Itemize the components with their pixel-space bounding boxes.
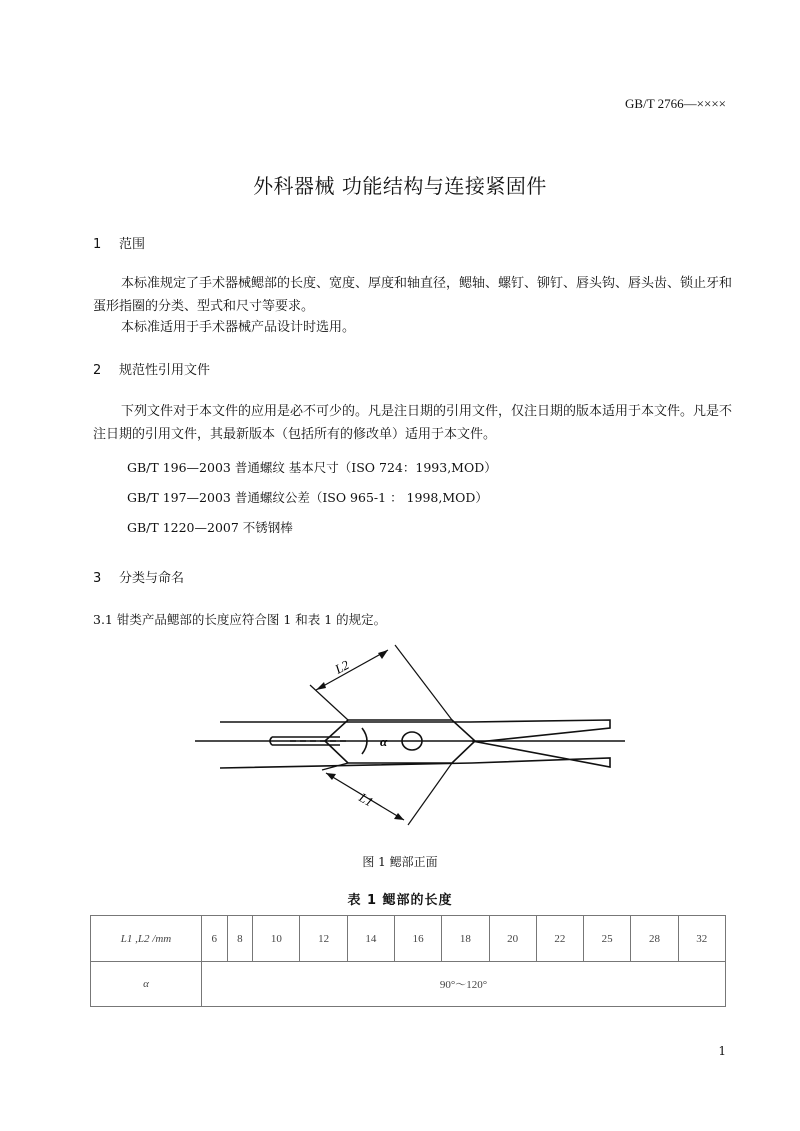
scope-paragraph-1: 本标准规定了手术器械鳃部的长度、宽度、厚度和轴直径，鳃轴、螺钉、铆钉、唇头钩、唇头齿、锁止牙和蛋形指圈的分类、型式和尺寸等要求。 — [93, 276, 733, 314]
reference-item: GB/T 196—2003 普通螺纹 基本尺寸（ISO 724：1993,MOD） — [127, 460, 497, 475]
l2-dimension-line — [316, 650, 388, 690]
table-cell: 25 — [584, 916, 631, 962]
standard-code: GB/T 2766—×××× — [625, 96, 726, 111]
table-row-header: α — [91, 962, 202, 1007]
table-cell: 6 — [202, 916, 228, 962]
section-number: 2 — [93, 363, 102, 378]
section-title: 规范性引用文件 — [119, 363, 211, 378]
table-cell: 16 — [394, 916, 441, 962]
page-number: 1 — [718, 1044, 726, 1058]
document-title: 外科器械 功能结构与连接紧固件 — [253, 174, 547, 198]
table-cell: 10 — [253, 916, 300, 962]
table-cell: 14 — [347, 916, 394, 962]
table-row — [91, 962, 726, 1007]
section-2-heading — [93, 359, 210, 378]
section-title: 分类与命名 — [119, 571, 185, 586]
section-1-heading — [93, 233, 145, 252]
reference-item: GB/T 1220—2007 不锈钢棒 — [127, 520, 293, 535]
table-cell: 32 — [678, 916, 725, 962]
table-row — [91, 916, 726, 962]
scope-paragraph-2: 本标准适用于手术器械产品设计时选用。 — [121, 320, 356, 335]
table-cell: 90°～120° — [202, 962, 726, 1007]
l1-label: L1 — [356, 789, 376, 810]
section-title: 范围 — [119, 237, 146, 252]
figure-caption: 图 1 鳃部正面 — [362, 855, 438, 869]
jaw-diagram — [190, 640, 630, 840]
table-cell: 8 — [227, 916, 253, 962]
normative-references-paragraph: 下列文件对于本文件的应用是必不可少的。凡是注日期的引用文件，仅注日期的版本适用于本文件。凡是不注日期的引用文件，其最新版本（包括所有的修改单）适用于本文件。 — [93, 404, 733, 442]
table-cell: 12 — [300, 916, 347, 962]
table-cell: 20 — [489, 916, 536, 962]
jaw-length-table — [90, 915, 726, 1007]
table-caption: 表 1 鳃部的长度 — [347, 893, 453, 908]
alpha-label: α — [380, 734, 388, 749]
table-cell: 22 — [536, 916, 583, 962]
section-3-heading — [93, 567, 184, 586]
upper-blade — [220, 720, 610, 742]
section-number: 3 — [93, 571, 102, 586]
clause-3-1: 3.1 钳类产品鳃部的长度应符合图 1 和表 1 的规定。 — [93, 612, 387, 627]
table-cell: 18 — [442, 916, 489, 962]
section-number: 1 — [93, 237, 102, 252]
table-row-header: L1 ,L2 /mm — [91, 916, 202, 962]
table-cell: 28 — [631, 916, 678, 962]
l2-label: L2 — [332, 656, 352, 677]
reference-item: GB/T 197—2003 普通螺纹公差（ISO 965-1 ： 1998,MOD） — [127, 490, 488, 505]
